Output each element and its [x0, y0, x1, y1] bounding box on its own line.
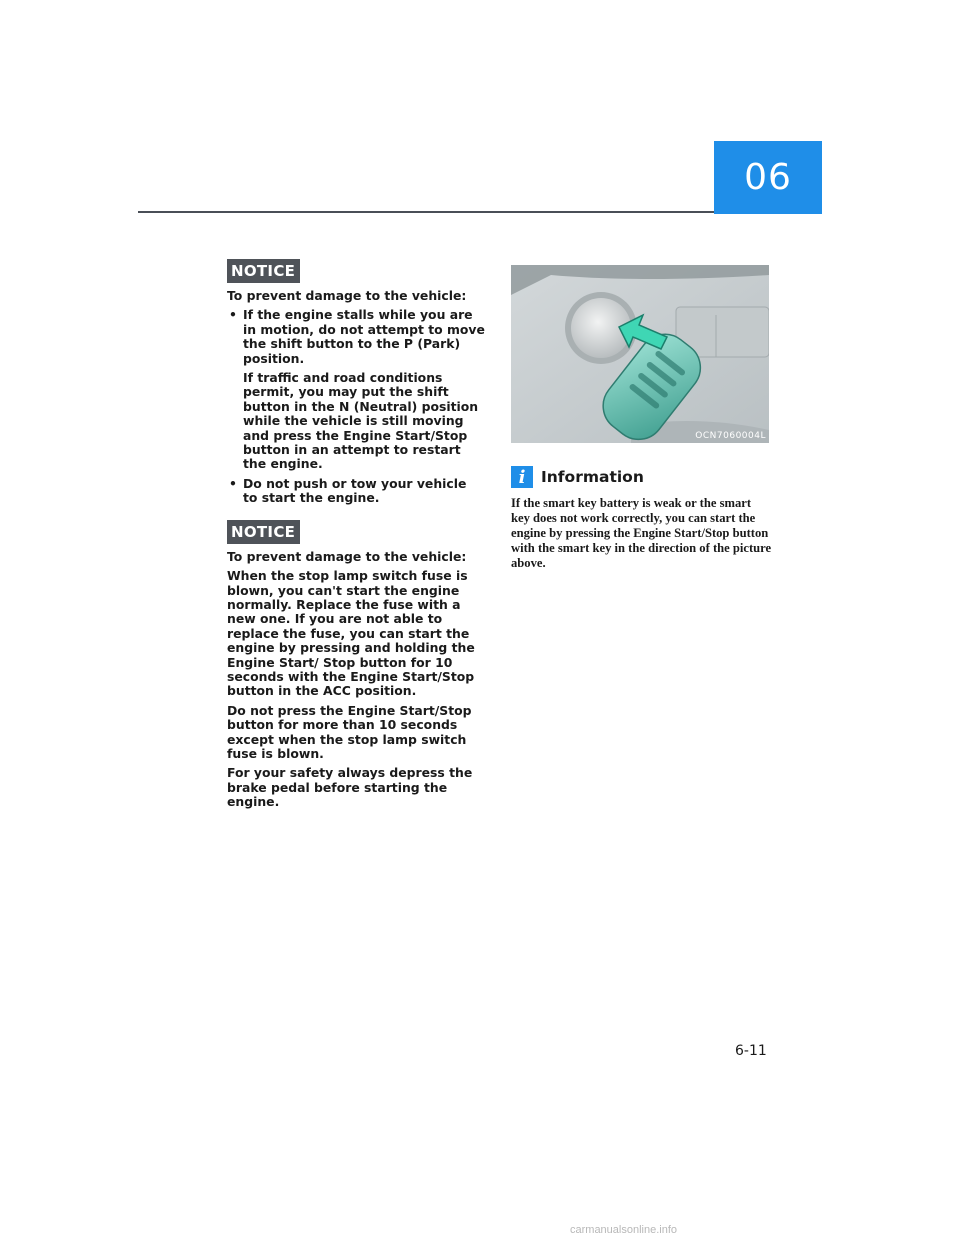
- info-icon: i: [511, 466, 533, 488]
- notice-lead: To prevent damage to the vehicle:: [227, 288, 467, 303]
- notice-paragraph: Do not press the Engine Start/Stop button for more than 10 seconds except when the stop lamp switch fuse is blown.: [227, 702, 472, 761]
- chapter-tab: [714, 141, 822, 214]
- notice-badge: NOTICE: [227, 520, 300, 544]
- bullet-icon: •: [229, 475, 237, 491]
- page-number: 6-11: [735, 1043, 767, 1059]
- notice-body: [227, 289, 485, 506]
- bullet-paragraph: If the engine stalls while you are in motion, do not attempt to move the shift button to the P (Park) position.: [243, 307, 485, 366]
- smart-key-illustration: [511, 265, 769, 443]
- figure-code: OCN7060004L: [695, 431, 766, 441]
- notice-2: [227, 520, 485, 810]
- notice-body: [227, 550, 485, 810]
- information-box: [511, 466, 773, 571]
- header-rule: [138, 211, 714, 213]
- smart-key-figure: [511, 265, 769, 443]
- information-header: [511, 466, 773, 488]
- bullet-paragraph: Do not push or tow your vehicle to start the engine.: [243, 475, 467, 506]
- notice-bullet-list: [227, 308, 485, 505]
- information-body: If the smart key battery is weak or the smart key does not work correctly, you can start the engine by pressing the Engine Start/Stop button with the smart key in the direction of the picture above.: [511, 496, 772, 570]
- bullet-icon: •: [229, 307, 237, 323]
- chapter-number: 06: [744, 157, 792, 198]
- notice-lead: To prevent damage to the vehicle:: [227, 548, 467, 564]
- watermark: carmanualsonline.info: [570, 1224, 678, 1236]
- information-title: Information: [541, 468, 644, 486]
- left-column: [227, 259, 485, 824]
- bullet-paragraph: If traffic and road conditions permit, you may put the shift button in the N (Neutral) position while the vehicle is still moving and press the Engine Start/Stop button in an attempt to restart the engine.: [243, 370, 479, 472]
- bullet-item: [227, 308, 485, 471]
- notice-1: [227, 259, 485, 506]
- notice-paragraph: When the stop lamp switch fuse is blown, you can't start the engine normally. Replace the fuse with a new one. If you are not able to replace the fuse, you can start the engine by pressing and holding the Engine Start/ Stop button for 10 seconds with the Engine Start/Stop button in the ACC position.: [227, 568, 475, 699]
- notice-badge: NOTICE: [227, 259, 300, 283]
- notice-paragraph: For your safety always depress the brake pedal before starting the engine.: [227, 765, 473, 810]
- bullet-item: [227, 477, 485, 506]
